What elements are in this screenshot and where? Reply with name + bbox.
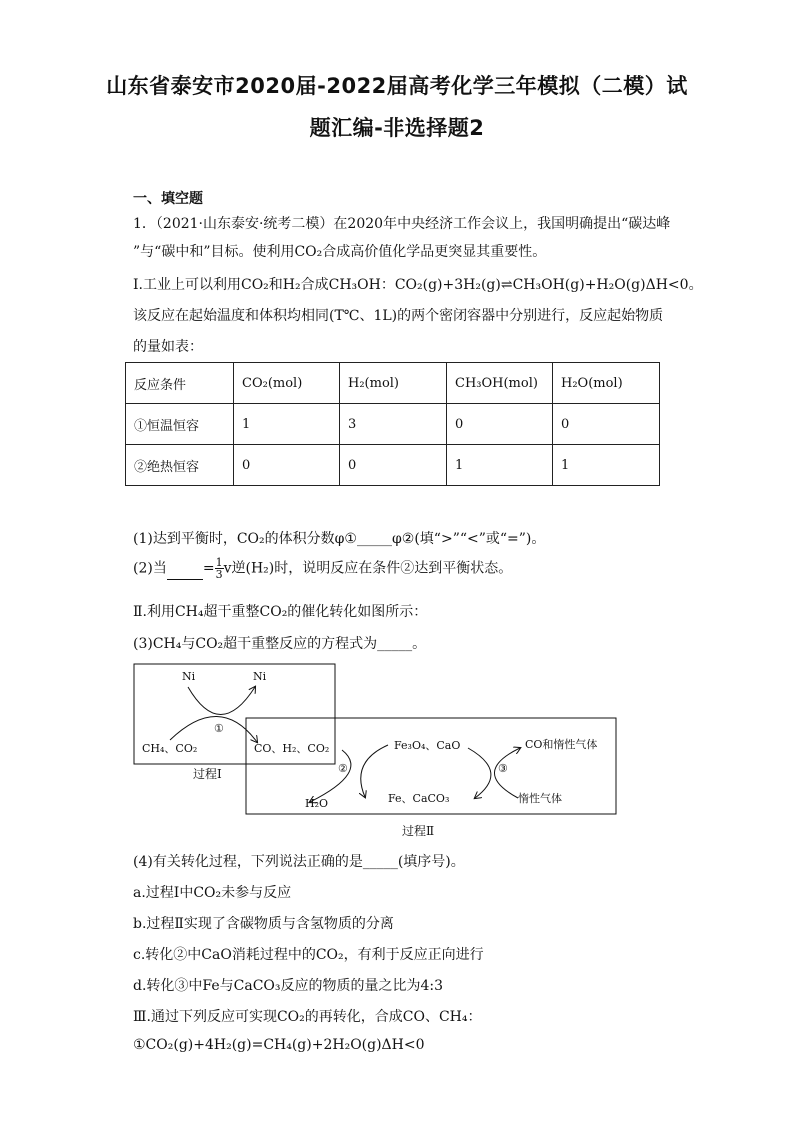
initial-amount-table xyxy=(125,362,660,486)
option-a: a.过程Ⅰ中CO₂未参与反应 xyxy=(133,885,292,901)
table-cell: ②绝热恒容 xyxy=(126,445,234,486)
part2-text: Ⅱ.利用CH₄超干重整CO₂的催化转化如图所示： xyxy=(133,604,428,620)
process-2-caption: 过程Ⅱ xyxy=(402,824,435,838)
doc-title-line-2: 题汇编-非选择题2 xyxy=(309,116,485,140)
ni-cycle-arrow xyxy=(188,687,255,715)
table-cell: 1 xyxy=(447,445,553,486)
answer-blank xyxy=(167,565,203,580)
step-2-arrow-down xyxy=(361,745,388,797)
table-cell: 0 xyxy=(553,404,660,445)
step-2-marker: ② xyxy=(338,762,348,775)
part1-text-2: 该反应在起始温度和体积均相同(T℃、1L)的两个密闭容器中分别进行，反应起始物质 xyxy=(133,308,664,324)
table-cell: 3 xyxy=(340,404,447,445)
part1-text-3: 的量如表： xyxy=(133,339,203,355)
equation-1: ①CO₂(g)+4H₂(g)=CH₄(g)+2H₂O(g)ΔH<0 xyxy=(133,1037,425,1053)
inert-gas-label: 惰性气体 xyxy=(518,792,562,805)
option-b: b.过程Ⅱ实现了含碳物质与含氢物质的分离 xyxy=(133,916,394,932)
question-1-sub-2: (2)当 = $\frac{1}{3}$ v逆(H₂)时，说明反应在条件②达到平衡状态。 xyxy=(133,556,513,581)
products-label: CO、H₂、CO₂ xyxy=(254,742,330,755)
table-cell: 0 xyxy=(447,404,553,445)
question-1-sub-3: (3)CH₄与CO₂超干重整反应的方程式为_____。 xyxy=(133,636,427,652)
part3-text: Ⅲ.通过下列反应可实现CO₂的再转化，合成CO、CH₄： xyxy=(133,1009,482,1025)
table-cell: 1 xyxy=(234,404,340,445)
ni-left-label: Ni xyxy=(182,670,196,683)
h2o-label: H₂O xyxy=(305,797,329,810)
fe3o4-cao-label: Fe₃O₄、CaO xyxy=(394,739,461,752)
option-c: c.转化②中CaO消耗过程中的CO₂，有利于反应正向进行 xyxy=(133,947,484,963)
doc-title-line-1: 山东省泰安市2020届-2022届高考化学三年模拟（二模）试 xyxy=(106,74,688,98)
fraction-numerator: 1 xyxy=(215,556,223,569)
table-header-cell: CO₂(mol) xyxy=(234,363,340,404)
step-1-marker: ① xyxy=(214,722,224,735)
fraction-denominator: 3 xyxy=(215,568,223,581)
part1-text-1: Ⅰ.工业上可以利用CO₂和H₂合成CH₃OH：CO₂(g)+3H₂(g)⇌CH₃OH(g)+H₂O(g)ΔH<0。 xyxy=(133,277,703,293)
table-header-row xyxy=(126,363,660,404)
sub-2-suffix: v逆(H₂)时，说明反应在条件②达到平衡状态。 xyxy=(223,560,513,577)
sub-2-prefix: (2)当 xyxy=(133,560,167,577)
reactants-label: CH₄、CO₂ xyxy=(142,742,198,755)
question-1-intro-2: ”与“碳中和”目标。使利用CO₂合成高价值化学品更突显其重要性。 xyxy=(133,244,547,260)
co-inert-label: CO和惰性气体 xyxy=(525,738,598,751)
table-cell: 0 xyxy=(234,445,340,486)
table-row xyxy=(126,445,660,486)
table-header-cell: 反应条件 xyxy=(126,363,234,404)
table-cell: 1 xyxy=(553,445,660,486)
table-row xyxy=(126,404,660,445)
process-1-caption: 过程Ⅰ xyxy=(193,767,222,781)
question-1-sub-1: (1)达到平衡时，CO₂的体积分数φ①_____φ②(填“>”“<”或“=”)。 xyxy=(133,531,546,547)
section-heading: 一、填空题 xyxy=(133,191,203,207)
step-2-arrow-left xyxy=(310,750,351,802)
question-1-intro-1: 1．（2021·山东泰安·统考二模）在2020年中央经济工作会议上，我国明确提出“碳达峰 xyxy=(133,216,671,232)
reforming-process-diagram xyxy=(130,662,620,822)
step-3-arrow-down xyxy=(468,748,491,798)
ni-right-label: Ni xyxy=(253,670,267,683)
table-header-cell: H₂O(mol) xyxy=(553,363,660,404)
step-3-marker: ③ xyxy=(498,762,508,775)
question-1-sub-4: (4)有关转化过程，下列说法正确的是_____(填序号)。 xyxy=(133,854,465,870)
table-header-cell: H₂(mol) xyxy=(340,363,447,404)
table-cell: 0 xyxy=(340,445,447,486)
table-header-cell: CH₃OH(mol) xyxy=(447,363,553,404)
table-cell: ①恒温恒容 xyxy=(126,404,234,445)
fe-caco3-label: Fe、CaCO₃ xyxy=(388,792,450,805)
fraction xyxy=(215,557,224,580)
option-d: d.转化③中Fe与CaCO₃反应的物质的量之比为4:3 xyxy=(133,978,444,994)
